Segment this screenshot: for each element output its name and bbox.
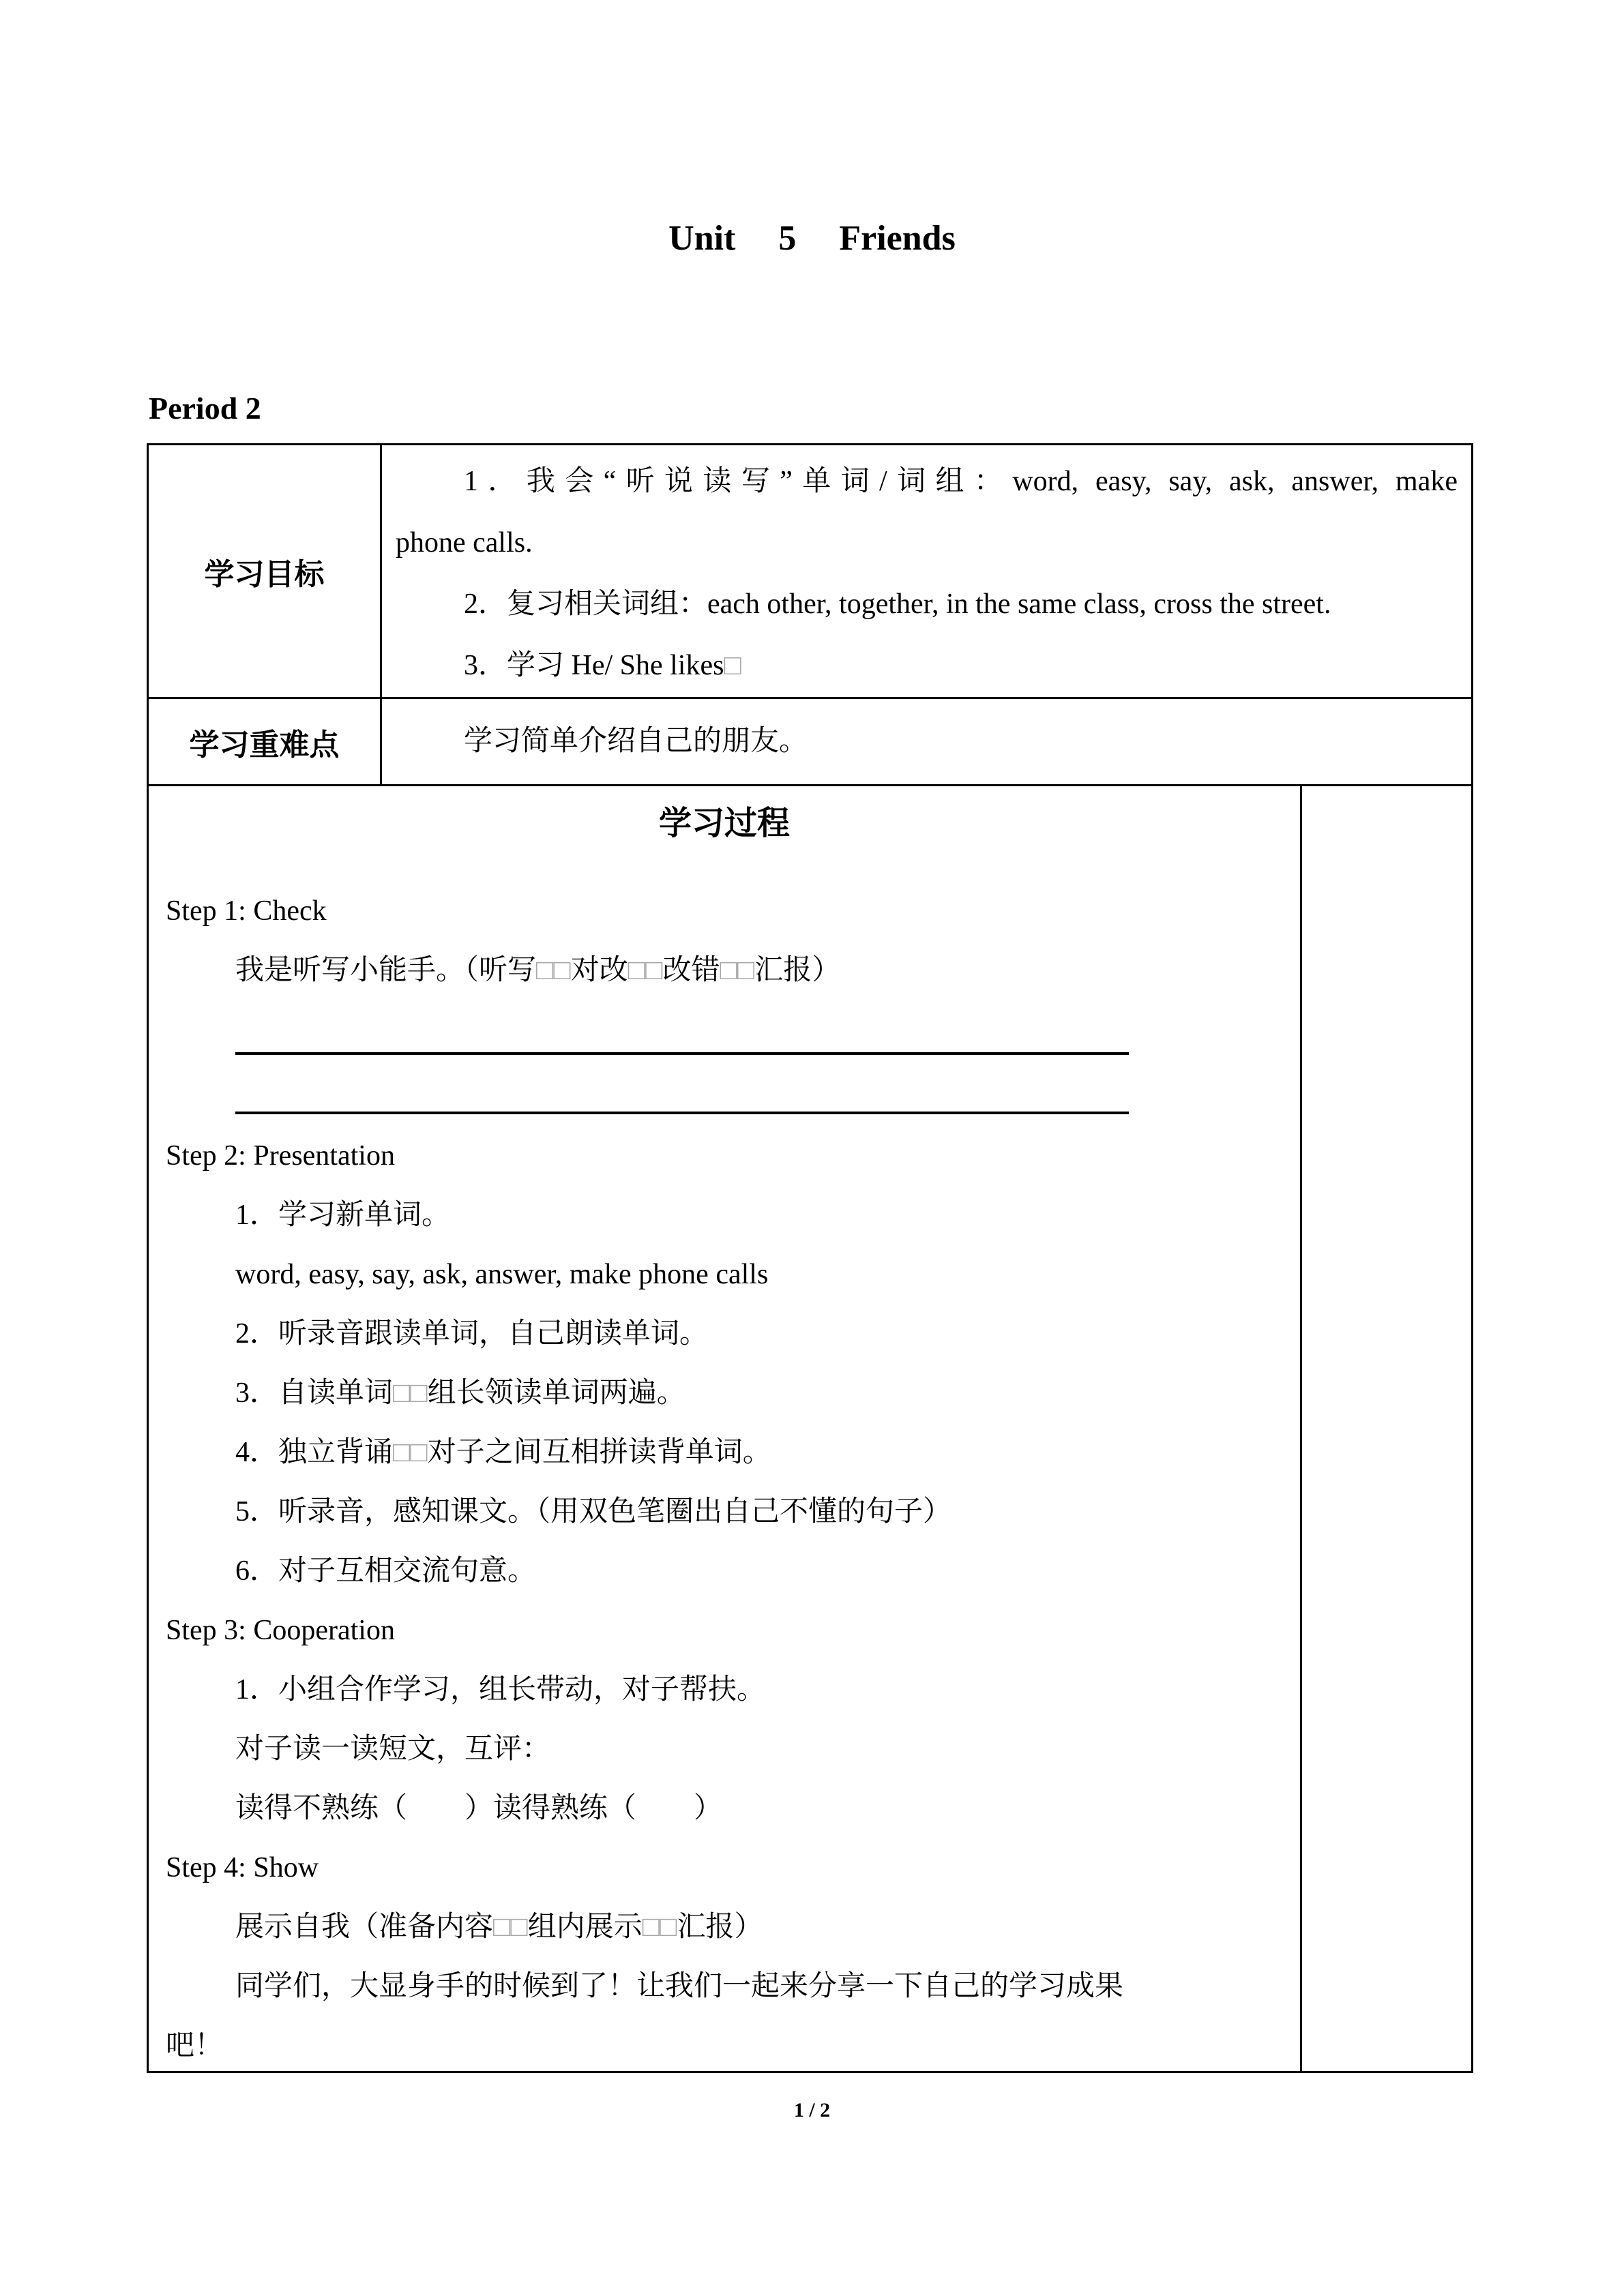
step2-item4-text: 对子之间互相拼读背单词。 [427, 1437, 771, 1468]
step2-item4-text: 4．独立背诵 [235, 1437, 394, 1468]
step2-item3 [149, 1364, 1300, 1423]
step2-item5: 5．听录音，感知课文。（用双色笔圈出自己不懂的句子） [235, 1496, 952, 1527]
missing-glyph-box: □ [724, 650, 741, 681]
key-points-content [382, 699, 1471, 784]
step1-note-text: 汇报） [754, 955, 841, 986]
step2-word-list: word, easy, say, ask, answer, make phone calls [235, 1259, 769, 1290]
missing-glyph-box: □□ [642, 1911, 677, 1943]
process-side-column [1302, 786, 1471, 2071]
step2-item2: 2．听录音跟读单词，自己朗读单词。 [235, 1318, 709, 1350]
objective-3 [396, 635, 1458, 696]
step4-line1-text: 组内展示 [527, 1911, 643, 1943]
step1-note-text: 对改 [570, 955, 628, 986]
step4-line2: 同学们，大显身手的时候到了！让我们一起来分享一下自己的学习成果 [235, 1971, 1124, 2002]
step3-line2: 对子读一读短文，互评： [235, 1733, 551, 1765]
step3-rating-line: 读得不熟练（ ）读得熟练（ ） [235, 1793, 723, 1824]
step2-title: Step 2: Presentation [166, 1140, 395, 1172]
key-points-text: 学习简单介绍自己的朋友。 [464, 726, 808, 757]
step4-title: Step 4: Show [166, 1852, 319, 1883]
missing-glyph-box: □□ [493, 1911, 528, 1943]
objectives-label: 学习目标 [204, 557, 325, 591]
document-title: Unit 5 Friends [668, 219, 956, 258]
step1-note-text: 改错 [662, 955, 720, 986]
missing-glyph-box: □□ [720, 955, 755, 986]
objectives-content [382, 445, 1471, 697]
missing-glyph-box: □□ [393, 1437, 428, 1468]
step4-line1-text: 展示自我（准备内容 [235, 1911, 494, 1943]
objective-3-text: 3．学习 He/ She likes [464, 650, 724, 681]
step2-item3-text: 3．自读单词 [235, 1377, 394, 1409]
process-section [149, 786, 1300, 2071]
objective-1-line-2: phone calls. [396, 527, 533, 558]
step2-item6: 6．对子互相交流句意。 [235, 1555, 537, 1587]
step3-item1: 1．小组合作学习，组长带动，对子帮扶。 [235, 1674, 766, 1705]
missing-glyph-box: □□ [393, 1377, 428, 1409]
lesson-plan-table [147, 443, 1473, 2073]
step1-title: Step 1: Check [166, 895, 327, 927]
step3-title: Step 3: Cooperation [166, 1615, 395, 1646]
missing-glyph-box: □□ [536, 955, 571, 986]
key-points-label: 学习重难点 [189, 728, 340, 762]
step2-item3-text: 组长领读单词两遍。 [427, 1377, 685, 1409]
page-number: 1 / 2 [793, 2099, 831, 2121]
step1-note-text: 我是听写小能手。（听写 [235, 955, 537, 986]
answer-line-1 [235, 1000, 1129, 1055]
step1-note [149, 941, 1300, 1000]
missing-glyph-box: □□ [628, 955, 663, 986]
step4-line3: 吧！ [166, 2030, 224, 2061]
step4-line1 [149, 1898, 1300, 1957]
objective-1-line-1: 1．我会“听说读写”单词/词组：word, easy, say, ask, answer, make [464, 466, 1458, 497]
process-heading: 学习过程 [658, 805, 790, 841]
period-heading: Period 2 [149, 391, 261, 426]
step2-item4 [149, 1423, 1300, 1482]
answer-line-2 [235, 1055, 1129, 1114]
step2-item1: 1．学习新单词。 [235, 1199, 451, 1231]
step4-line1-text: 汇报） [677, 1911, 763, 1943]
objective-2: 2．复习相关词组：each other, together, in the same class, cross the street. [464, 588, 1331, 620]
